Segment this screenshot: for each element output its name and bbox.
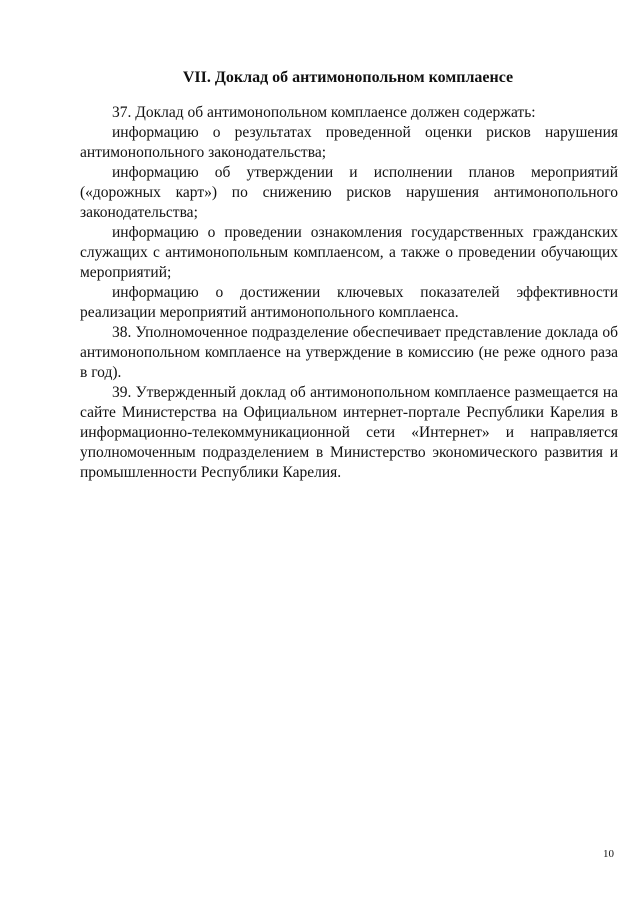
paragraph-37-item-training: информацию о проведении ознакомления государственных гражданских служащих с антимонопольным комплаенсом, а также о проведении обучающих мероприятий; [80,224,618,281]
paragraph-37-item-roadmaps: информацию об утверждении и исполнении планов мероприятий («дорожных карт») по снижению рисков нарушения антимонопольного законодательства; [80,164,618,221]
paragraph-37-item-kpi: информацию о достижении ключевых показателей эффективности реализации мероприятий антимонопольного комплаенса. [80,284,618,321]
paragraph-38: 38. Уполномоченное подразделение обеспечивает представление доклада об антимонопольном комплаенсе на утверждение в комиссию (не реже одного раза в год). [80,324,618,381]
section-heading: VII. Доклад об антимонопольном комплаенсе [182,69,514,86]
document-body [80,103,618,483]
paragraph-39: 39. Утвержденный доклад об антимонопольном комплаенсе размещается на сайте Министерства на Официальном интернет-портале Республики Карелия в информационно-телекоммуникационной сети «Интернет» и направляется уполномоченным подразделением в Министерство экономического развития и промышленности Республики Карелия. [80,384,618,481]
page-number: 10 [603,848,614,860]
paragraph-37-item-risk-assessment: информацию о результатах проведенной оценки рисков нарушения антимонопольного законодательства; [80,124,618,161]
paragraph-37-intro: 37. Доклад об антимонопольном комплаенсе должен содержать: [112,104,536,121]
